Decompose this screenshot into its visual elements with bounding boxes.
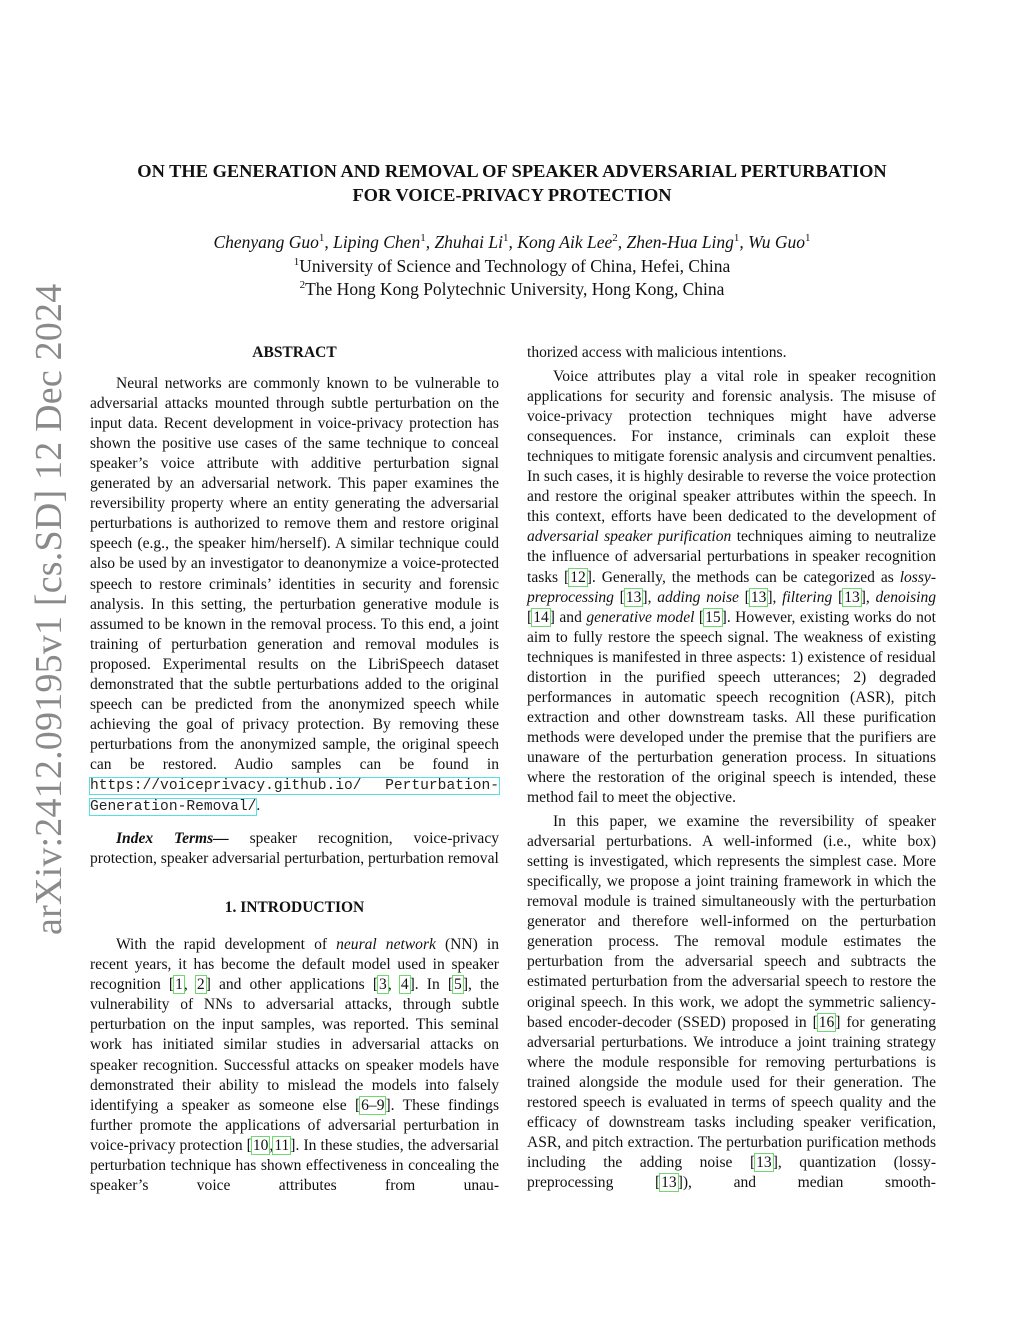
- italic-term: generative model: [586, 608, 695, 626]
- text-run: ],: [767, 588, 783, 606]
- text-run: In this paper, we examine the reversibility of speaker adversarial perturbations. A well-informed (i.e., white box) setting is investigated, which represents the simplest case. More specifically, we propose a joint training framework in which the removal module is trained simultaneously with the perturbation generator and therefore well-informed on the perturbation generation process. The removal module estimates the perturbation from the adversarial speech and subtracts the estimated perturbation from the adversarial speech to restore the original speech. In this work, we adopt the symmetric saliency-based encoder-decoder (SSED) proposed in [: [527, 813, 936, 1031]
- text-run: Neural networks are commonly known to be vulnerable to adversarial attacks mounted through subtle perturbation on the input data. Recent development in voice-privacy protection has shown the positive use cases of the same technique to conceal speaker’s voice attribute with additive perturbation signal generated by an adversarial network. This paper examines the reversibility property where an entity generating the adversarial perturbations is authorized to remove them and restore original speech (e.g., the speaker him/herself). A similar technique could also be used by an investigator to deanonymize a voice-protected speech to restore criminals’ identities in security and forensic analysis. In this setting, the perturbation generative module is assumed to be known in the removal process. To this end, a joint training of perturbation generation and removal modules is proposed. Experimental results on the LibriSpeech dataset demonstrated that the subtle perturbations added to the original speech can be predicted from the anonymized speech while achieving the goal of privacy protection. By removing these perturbations from the anonymized sample, the original speech can be restored. Audio samples can be found in: [90, 375, 499, 773]
- italic-term: adversarial speaker purification: [527, 528, 732, 546]
- citation-link[interactable]: 3: [379, 976, 387, 994]
- text-run: ] and: [549, 608, 587, 626]
- citation-link[interactable]: 13: [750, 588, 767, 606]
- citation-link[interactable]: 16: [818, 1013, 835, 1031]
- arxiv-identifier: arXiv:2412.09195v1 [cs.SD] 12 Dec 2024: [28, 283, 70, 935]
- author-affiliation-sup: 1: [503, 232, 509, 245]
- italic-term: denoising: [875, 588, 936, 606]
- citation-link[interactable]: 1: [175, 976, 183, 994]
- citation-link[interactable]: 11: [274, 1136, 290, 1154]
- text-run: ]. Generally, the methods can be categorized as: [586, 568, 900, 586]
- title-line-1: ON THE GENERATION AND REMOVAL OF SPEAKER ADVERSARIAL PERTURBATION: [137, 161, 887, 181]
- title-line-2: FOR VOICE-PRIVACY PROTECTION: [352, 185, 672, 205]
- author-affiliation-sup: 2: [612, 232, 618, 245]
- text-run: Voice attributes play a vital role in speaker recognition applications for security and forensic analysis. The misuse of voice-privacy protection techniques might have adverse consequences. For instance, criminals can exploit these techniques to mitigate forensic analysis and circumvent penalties. In such cases, it is highly desirable to reverse the voice protection and restore the original speaker attributes within the speech. In this context, efforts have been dedicated to the development of: [527, 368, 936, 526]
- author-block: [60, 231, 964, 302]
- text-run: ]), and median smooth-: [677, 1173, 936, 1191]
- text-run: ] and other applications [: [205, 976, 379, 994]
- text-run: thorized access with malicious intentions.: [527, 344, 787, 361]
- citation-link[interactable]: 10: [252, 1136, 269, 1154]
- citation-link[interactable]: 13: [625, 588, 642, 606]
- audio-samples-url-link[interactable]: https://voiceprivacy.github.io/ Perturbation-Generation-Removal/: [90, 777, 499, 816]
- author-affiliation-sup: 1: [318, 232, 325, 245]
- author-name: Zhuhai Li: [434, 232, 504, 252]
- italic-term: adding noise: [657, 588, 739, 606]
- text-run: With the rapid development of: [116, 936, 337, 954]
- citation-link[interactable]: 14: [533, 608, 549, 626]
- affiliation-1: [60, 255, 964, 279]
- affiliation-text: University of Science and Technology of China, Hefei, China: [299, 255, 731, 276]
- text-run: ]. In [: [409, 976, 454, 994]
- section-heading-introduction: 1. INTRODUCTION: [224, 899, 365, 917]
- italic-term: neural network: [336, 936, 436, 954]
- index-terms: [90, 829, 499, 869]
- text-run: ,: [183, 976, 196, 994]
- text-run: techniques aiming to neutralize the influence of adversarial perturbations in speaker recognition tasks [: [527, 528, 936, 586]
- text-run: ], the vulnerability of NNs to adversarial attacks, through subtle perturbation on the input samples, was reported. This seminal work has initiated similar studies in adversarial attacks on speaker recognition. Successful attacks on speaker models have demonstrated their ability to mislead the models into falsely identifying a speaker as someone else [: [90, 976, 500, 1114]
- text-run: [: [832, 588, 844, 606]
- citation-link[interactable]: 13: [844, 588, 860, 606]
- text-run: (NN) in recent years, it has become the default model used in speaker recognition [: [90, 936, 499, 994]
- text-run: ], quantization (lossy-preprocessing [: [527, 1153, 936, 1191]
- affiliation-2: [60, 278, 964, 302]
- author-affiliation-sup: 1: [733, 232, 740, 245]
- intro-paragraph-1-continued: [527, 343, 936, 363]
- affiliation-sup: 1: [293, 255, 300, 268]
- text-run: ]. However, existing works do not aim to fully restore the speech signal. The weakness of existing techniques is manifested in three aspects: 1) existence of residual distortion in the purified speech utterances; 2) degraded performances in automatic speech recognition (ASR), pitch extraction and other downstream tasks. All these purification methods were developed under the premise that the purifiers are unaware of the perturbation generation process. In situations where the restoration of the original speech is intended, these method fail to meet the objective.: [527, 608, 936, 807]
- text-run: speaker recognition, voice-privacy protection, speaker adversarial perturbation, perturbation removal: [90, 830, 499, 868]
- intro-paragraph-3: [527, 812, 936, 1193]
- author-list: Chenyang Guo$^1$, Liping Chen$^1$, Zhuhai Li$^1$, Kong Aik Lee$^2$, Zhen-Hua Ling$^1$, Wu Guo$^1$: [213, 232, 811, 252]
- text-run: ,: [269, 1136, 274, 1154]
- intro-paragraph-2: [527, 367, 936, 808]
- index-terms-label: Index Terms—: [116, 830, 229, 848]
- text-run: [: [527, 608, 533, 626]
- citation-link[interactable]: 6–9: [361, 1096, 385, 1114]
- citation-link[interactable]: 12: [570, 568, 586, 586]
- citation-link[interactable]: 5: [454, 976, 462, 994]
- citation-link[interactable]: 13: [756, 1153, 772, 1171]
- citation-link[interactable]: 13: [661, 1173, 677, 1191]
- affiliation-text: The Hong Kong Polytechnic University, Hong Kong, China: [305, 279, 725, 299]
- intro-paragraph-1: [90, 935, 499, 1196]
- text-run: [: [738, 588, 750, 606]
- text-run: [: [694, 608, 705, 626]
- italic-term: filtering: [782, 588, 833, 606]
- author-name: Liping Chen: [333, 232, 421, 252]
- author-affiliation-sup: 1: [805, 232, 811, 245]
- citation-link[interactable]: 2: [196, 976, 205, 994]
- author-name: Zhen-Hua Ling: [626, 232, 734, 252]
- paper-title: [60, 159, 964, 207]
- author-name: Kong Aik Lee: [517, 232, 613, 252]
- text-run: ],: [860, 588, 876, 606]
- affiliation-sup: 2: [299, 279, 306, 292]
- text-run: [: [613, 588, 625, 606]
- abstract-heading: ABSTRACT: [252, 344, 337, 361]
- abstract-body: [90, 374, 499, 817]
- right-column: [527, 343, 936, 1193]
- citation-link[interactable]: 4: [400, 976, 409, 994]
- left-column: [90, 343, 499, 1196]
- italic-term: lossy-preprocessing: [527, 568, 936, 606]
- author-name: Wu Guo: [748, 232, 806, 252]
- text-run: ] for generating adversarial perturbations. We introduce a joint training strategy where the module responsible for removing perturbations is trained alongside the module used for their generation. The restored speech is evaluated in terms of speech quality and the efficacy of downstream tasks including speaker verification, ASR, and pitch extraction. The perturbation purification methods including the adding noise [: [527, 1013, 936, 1171]
- author-affiliation-sup: 1: [420, 232, 426, 245]
- author-name: Chenyang Guo: [213, 232, 319, 252]
- text-run: ],: [642, 588, 658, 606]
- text-run: ,: [387, 976, 400, 994]
- text-run: ]. These findings further promote the applications of adversarial perturbation in voice-privacy protection [: [90, 1096, 500, 1154]
- citation-link[interactable]: 15: [705, 608, 721, 626]
- text-run: .: [256, 797, 261, 815]
- text-run: ]. In these studies, the adversarial perturbation technique has shown effectiveness in concealing the speaker’s voice attributes from unau-: [90, 1136, 499, 1194]
